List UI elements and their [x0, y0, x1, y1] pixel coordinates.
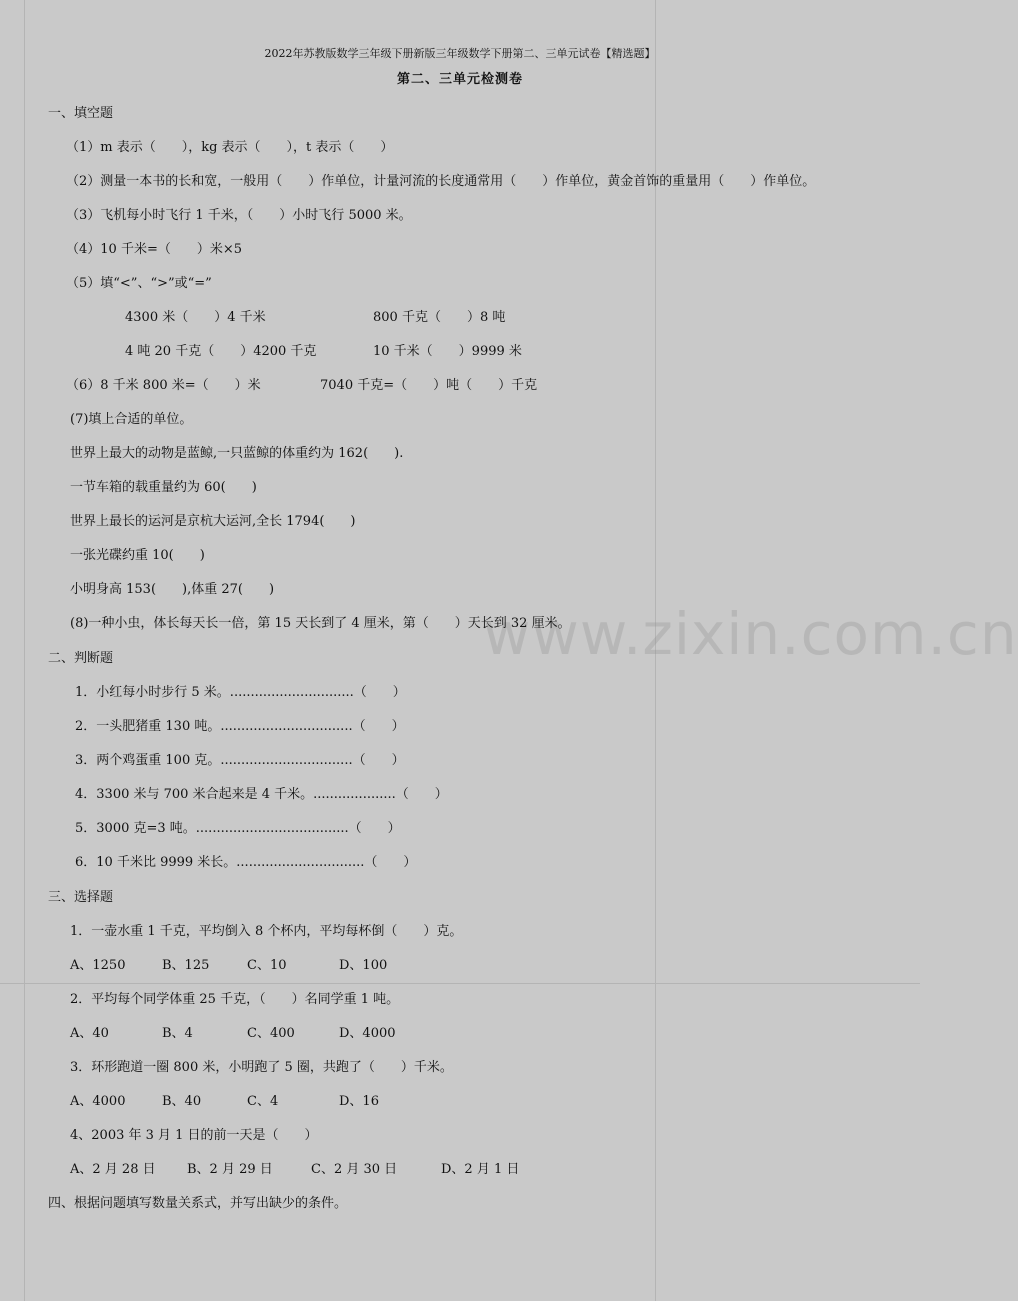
question-text: 1．一壶水重 1 千克，平均倒入 8 个杯内，平均每杯倒（ ）克。: [70, 924, 463, 939]
page-title: 第二、三单元检测卷: [396, 72, 523, 87]
judge-item: 1．小红每小时步行 5 米。..............................（ ）: [75, 685, 406, 700]
judge-item: 6．10 千米比 9999 米长。...............................（ ）: [75, 855, 417, 870]
unit-item: 小明身高 153( ),体重 27( ): [70, 582, 275, 597]
option: A、40: [70, 1026, 109, 1041]
fold-line: [24, 0, 25, 1301]
option: B、40: [162, 1094, 202, 1109]
section-heading: 一、填空题: [48, 106, 114, 121]
option: D、16: [339, 1094, 379, 1109]
option: C、4: [247, 1094, 279, 1109]
question-text: （6）8 千米 800 米=（ ）米: [66, 378, 261, 393]
comparison-item: 4 吨 20 千克（ ）4200 千克: [125, 344, 317, 359]
option: A、2 月 28 日: [70, 1162, 156, 1177]
option: C、10: [247, 958, 287, 973]
question-text: （4）10 千米=（ ）米×5: [66, 242, 243, 257]
option: B、2 月 29 日: [187, 1162, 273, 1177]
option: D、100: [339, 958, 388, 973]
judge-item: 4．3300 米与 700 米合起来是 4 千米。....................（ ）: [75, 787, 448, 802]
option: B、125: [162, 958, 210, 973]
unit-item: 一张光碟约重 10( ): [70, 548, 205, 563]
comparison-item: 10 千米（ ）9999 米: [373, 344, 522, 359]
question-text: （3）飞机每小时飞行 1 千米，（ ）小时飞行 5000 米。: [66, 208, 412, 223]
judge-item: 5．3000 克=3 吨。.....................................（ ）: [75, 821, 401, 836]
option: B、4: [162, 1026, 193, 1041]
unit-item: 世界上最长的运河是京杭大运河,全长 1794( ): [70, 514, 356, 529]
section-heading: 四、根据问题填写数量关系式，并写出缺少的条件。: [48, 1196, 348, 1211]
option: D、4000: [339, 1026, 396, 1041]
question-text: 2．平均每个同学体重 25 千克，（ ）名同学重 1 吨。: [70, 992, 400, 1007]
option: A、4000: [70, 1094, 126, 1109]
question-text: (8)一种小虫，体长每天长一倍，第 15 天长到了 4 厘米，第（ ）天长到 32 厘米。: [70, 616, 571, 631]
judge-item: 3．两个鸡蛋重 100 克。................................（ ）: [75, 753, 405, 768]
option: C、400: [247, 1026, 295, 1041]
fold-line: [0, 983, 920, 984]
doc-header: 2022年苏教版数学三年级下册新版三年级数学下册第二、三单元试卷【精选题】: [264, 47, 656, 60]
comparison-item: 4300 米（ ）4 千米: [125, 310, 266, 325]
question-text: (7)填上合适的单位。: [70, 412, 193, 427]
section-heading: 二、判断题: [48, 651, 114, 666]
question-text: 3．环形跑道一圈 800 米，小明跑了 5 圈，共跑了（ ）千米。: [70, 1060, 453, 1075]
watermark: www.zixin.com.cn: [483, 600, 1018, 668]
unit-item: 世界上最大的动物是蓝鲸,一只蓝鲸的体重约为 162( ).: [70, 446, 404, 461]
unit-item: 一节车箱的载重量约为 60( ): [70, 480, 257, 495]
option: D、2 月 1 日: [441, 1162, 520, 1177]
comparison-item: 800 千克（ ）8 吨: [373, 310, 506, 325]
question-text: （5）填“<”、“>”或“=”: [66, 276, 212, 291]
question-text: （2）测量一本书的长和宽，一般用（ ）作单位，计量河流的长度通常用（ ）作单位，黄金首饰的重量用（ ）作单位。: [66, 174, 816, 189]
question-text: 7040 千克=（ ）吨（ ）千克: [320, 378, 538, 393]
question-text: 4、2003 年 3 月 1 日的前一天是（ ）: [70, 1128, 318, 1143]
option: A、1250: [70, 958, 126, 973]
section-heading: 三、选择题: [48, 890, 114, 905]
option: C、2 月 30 日: [311, 1162, 398, 1177]
judge-item: 2．一头肥猪重 130 吨。................................（ ）: [75, 719, 405, 734]
question-text: （1）m 表示（ ），kg 表示（ ），t 表示（ ）: [66, 140, 394, 155]
